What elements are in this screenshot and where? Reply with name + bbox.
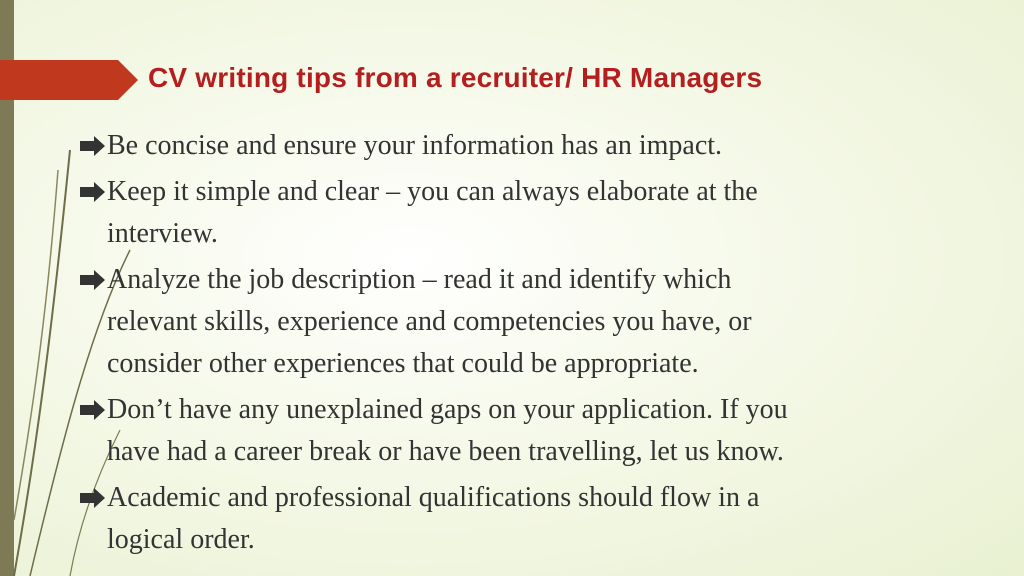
bullet-line: interview. bbox=[107, 218, 218, 249]
arrow-right-icon bbox=[80, 270, 105, 290]
title-arrow-shape bbox=[0, 60, 140, 100]
slide-title: CV writing tips from a recruiter/ HR Managers bbox=[148, 62, 763, 93]
bullet-line: Keep it simple and clear – you can always elaborate at the bbox=[107, 176, 758, 207]
bullet-item bbox=[80, 389, 980, 473]
bullet-list bbox=[80, 125, 980, 565]
bullet-line: Don’t have any unexplained gaps on your application. If you bbox=[107, 394, 788, 425]
bullet-item bbox=[80, 125, 980, 167]
bullet-item bbox=[80, 171, 980, 255]
bullet-line: Academic and professional qualifications should flow in a bbox=[107, 482, 760, 513]
bullet-line: logical order. bbox=[107, 524, 255, 555]
bullet-line: Analyze the job description – read it and identify which bbox=[107, 264, 732, 295]
arrow-right-icon bbox=[80, 136, 105, 156]
arrow-right-icon bbox=[80, 182, 105, 202]
bullet-line: relevant skills, experience and competencies you have, or bbox=[107, 306, 752, 337]
bullet-item bbox=[80, 477, 980, 561]
bullet-line: have had a career break or have been travelling, let us know. bbox=[107, 436, 784, 467]
arrow-right-icon bbox=[80, 400, 105, 420]
bullet-line: Be concise and ensure your information has an impact. bbox=[107, 130, 723, 161]
bullet-line: consider other experiences that could be appropriate. bbox=[107, 348, 699, 379]
arrow-right-icon bbox=[80, 488, 105, 508]
bullet-item bbox=[80, 259, 980, 385]
